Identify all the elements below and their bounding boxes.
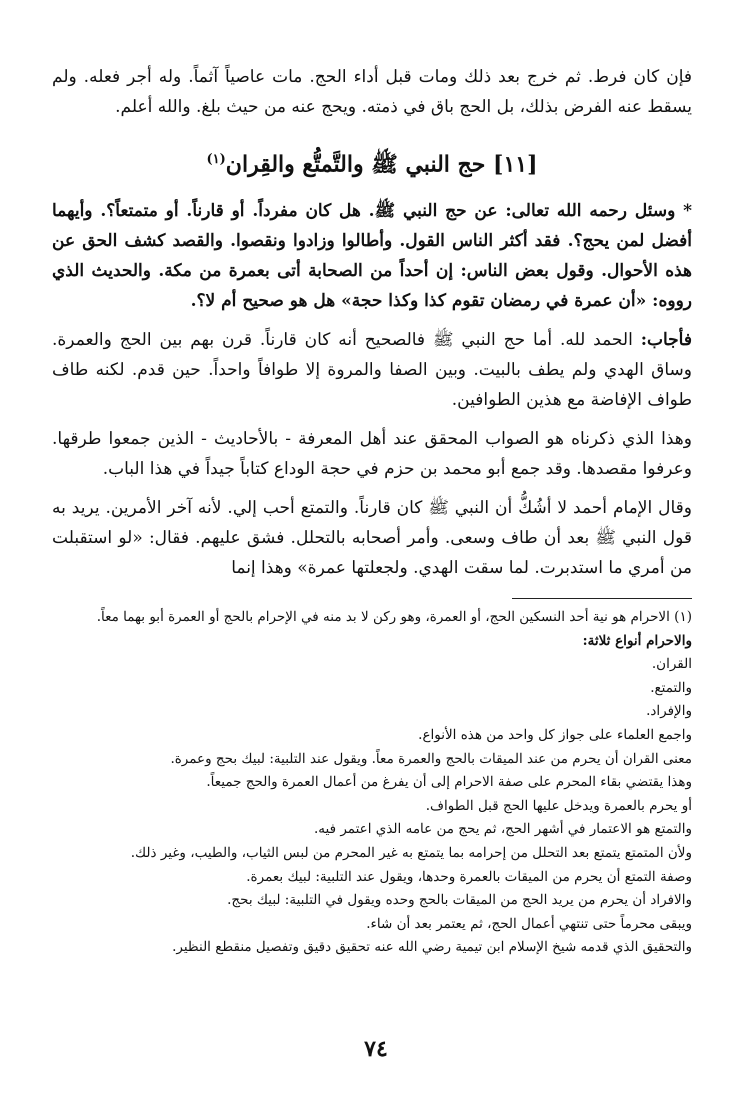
main-text xyxy=(52,62,692,592)
answer-text: الحمد لله. أما حج النبي ﷺ فالصحيح أنه كان قارناً. قرن بهم بين الحج والعمرة. وساق الهدي ولم يطف بالبيت. وبين الصفا والمروة إلا طوافاً واحداً. حين قدم. لكنه طاف طواف الإفاضة مع هذين الطوافين. xyxy=(52,330,692,411)
footnote-line: القران. xyxy=(651,656,692,673)
question-paragraph: * وسئل رحمه الله تعالى: عن حج النبي ﷺ. هل كان مفرداً. أو قارناً. أو متمتعاً؟. وأيهما أفضل لمن يحج؟. فقد أكثر الناس القول. وأطالوا وزادوا ونقصوا. والقصد كشف الحق عن هذه الأحوال. وقول بعض الناس: إن أحداً من الصحابة أتى بعمرة من مكة. والحديث الذي رووه: «أن عمرة في رمضان تقوم كذا وكذا حجة» هل هو صحيح أم لا؟. xyxy=(52,201,692,312)
footnote-line: أو يحرم بالعمرة ويدخل عليها الحج قبل الطواف. xyxy=(425,797,692,814)
footnotes xyxy=(52,606,692,960)
footnote-line: والافراد أن يحرم من يريد الحج من الميقات بالحج وحده ويقول في التلبية: لبيك بحج. xyxy=(227,892,692,909)
footnote-line: وهذا يقتضي بقاء المحرم على صفة الاحرام إلى أن يفرغ من أعمال العمرة والحج جميعاً. xyxy=(206,774,692,791)
footnote-line: وصفة التمتع أن يحرم من الميقات بالعمرة وحدها، ويقول عند التلبية: لبيك بعمرة. xyxy=(246,868,692,885)
heading-footnote-ref: (١) xyxy=(206,152,226,167)
footnote-line: والإفراد. xyxy=(646,703,692,720)
footnote-line: والتمتع. xyxy=(650,679,692,696)
footnote-line: ويبقى محرماً حتى تنتهي أعمال الحج، ثم يعتمر بعد أن شاء. xyxy=(366,915,692,932)
paragraph-3: وقال الإمام أحمد لا أشُكُّ أن النبي ﷺ كان قارناً. والتمتع أحب إلي. لأنه آخر الأمرين. يريد به قول النبي ﷺ بعد أن طاف وسعى. وأمر أصحابه بالتحلل. فشق عليهم. فقال: «لو استقبلت من أمري ما استدبرت. لما سقت الهدي. ولجعلتها عمرة» وهذا إنما xyxy=(52,498,692,579)
footnote-divider xyxy=(512,598,692,599)
answer-lead: فأجاب: xyxy=(640,330,692,351)
page-number: ٧٤ xyxy=(364,1036,388,1062)
paragraph-2: وهذا الذي ذكرناه هو الصواب المحقق عند أهل المعرفة - بالأحاديث - الذين جمعوا طرقها. وعرفوا مقصدها. وقد جمع أبو محمد بن حزم في حجة الوداع كتاباً جيداً في هذا الباب. xyxy=(52,429,692,480)
footnote-line: معنى القران أن يحرم من عند الميقات بالحج والعمرة معاً. ويقول عند التلبية: لبيك بحج وعمرة. xyxy=(170,750,692,767)
footnote-line: والتمتع هو الاعتمار في أشهر الحج، ثم يحج من عامه الذي اعتمر فيه. xyxy=(314,821,692,838)
footnote-line: (١) الاحرام هو نية أحد النسكين الحج، أو العمرة، وهو ركن لا بد منه في الإحرام بالحج أو العمرة أبو بهما معاً. xyxy=(96,609,692,625)
footnote-line: واجمع العلماء على جواز كل واحد من هذه الأنواع. xyxy=(418,726,692,743)
heading-text: [١١] حج النبي ﷺ والتَّمتُّع والقِران xyxy=(225,151,538,178)
section-heading xyxy=(52,140,692,184)
footnote-line: والتحقيق الذي قدمه شيخ الإسلام ابن تيمية رضي الله عنه تحقيق دقيق وتفصيل منقطع النظير. xyxy=(172,939,692,956)
answer-paragraph xyxy=(52,325,692,415)
footnote-line: ولأن المتمتع يتمتع بعد التحلل من إحرامه بما يتمتع به غير المحرم من لبس الثياب، والطيب، وغير ذلك. xyxy=(130,844,692,861)
intro-paragraph: فإن كان فرط. ثم خرج بعد ذلك ومات قبل أداء الحج. مات عاصياً آثماً. وله أجر فعله. ولم يسقط عنه الفرض بذلك، بل الحج باق في ذمته. ويحج عنه من حيث بلغ. والله أعلم. xyxy=(52,67,692,117)
footnote-line: والاحرام أنواع ثلاثة: xyxy=(582,632,692,649)
